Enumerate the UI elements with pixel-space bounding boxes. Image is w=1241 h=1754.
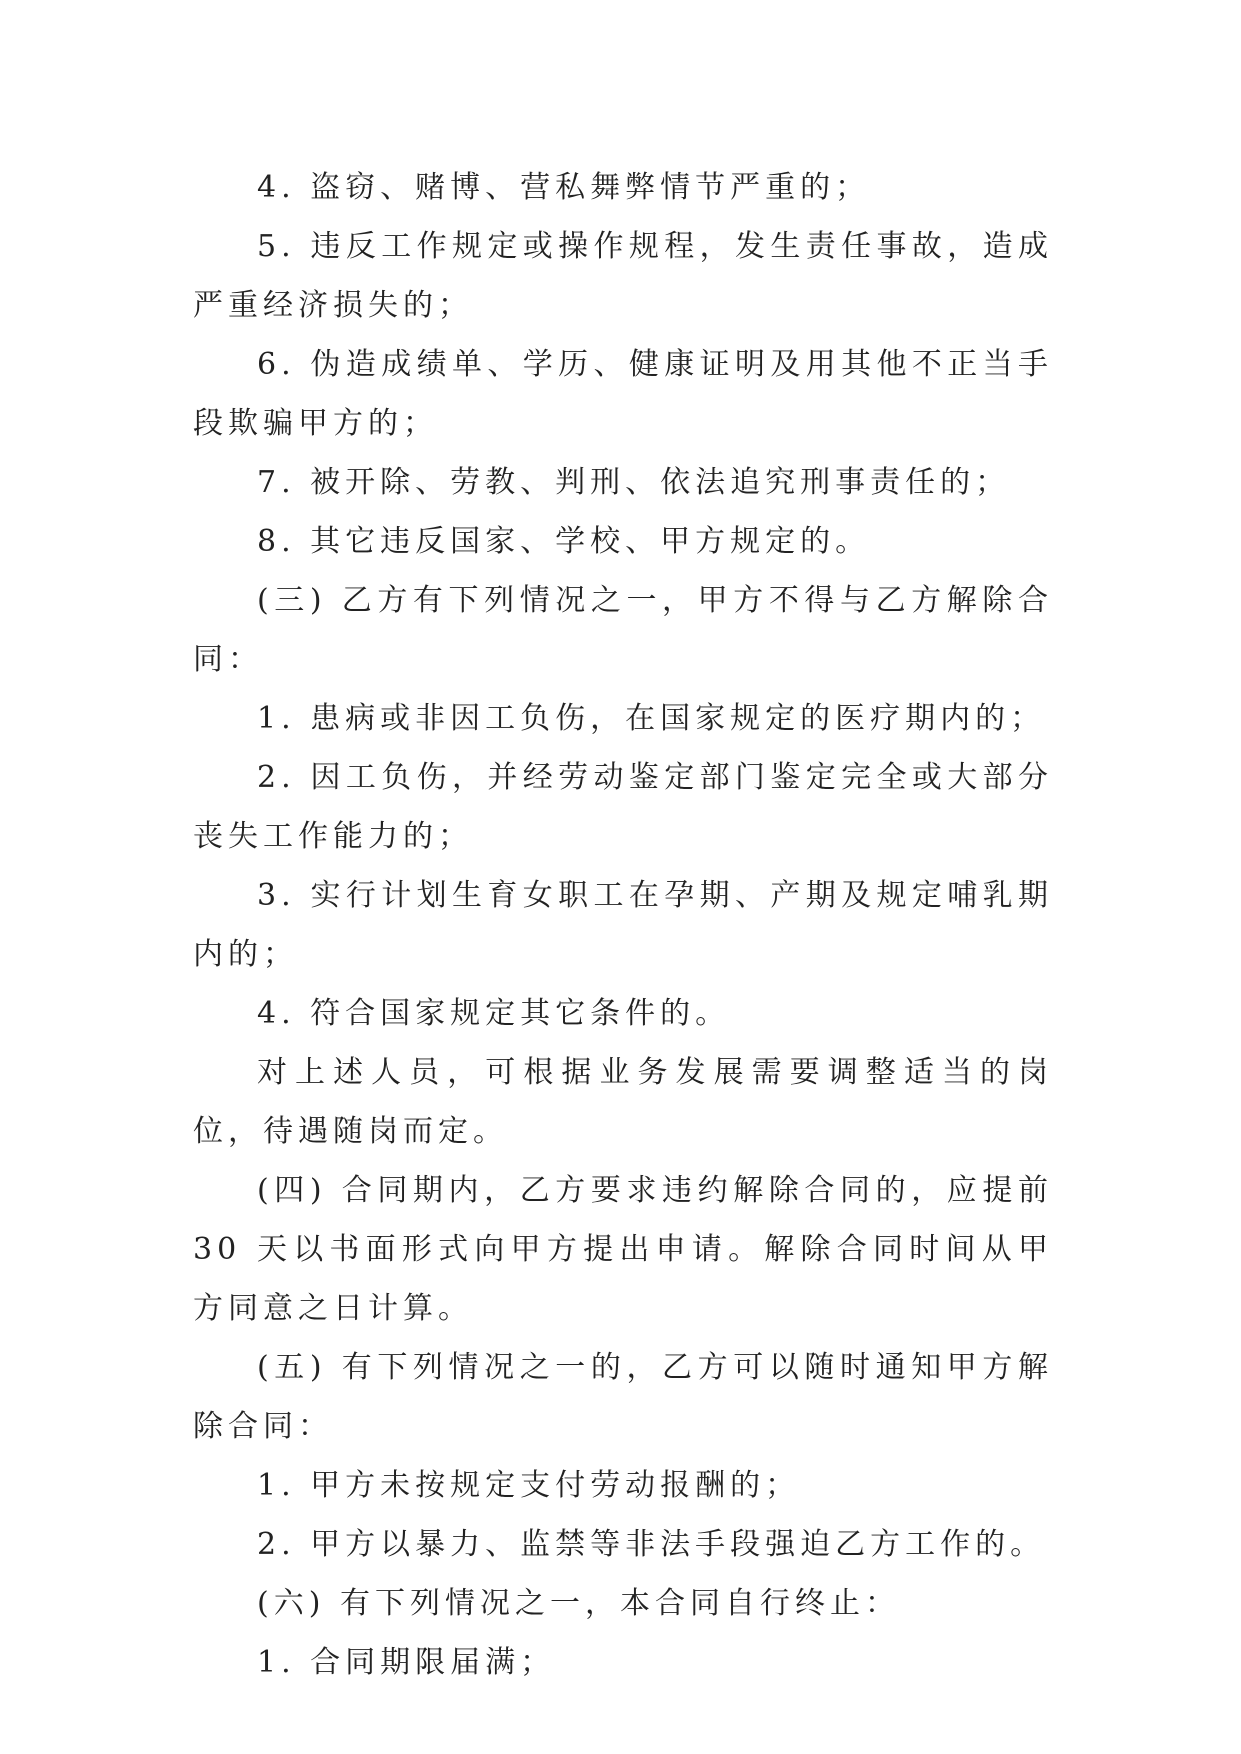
section-5-item-2-coercion: 2. 甲方以暴力、监禁等非法手段强迫乙方工作的。	[257, 1527, 1046, 1562]
section-3-item-2-work-injury: 2. 因工负伤，并经劳动鉴定部门鉴定完全或大部分丧失工作能力的；	[193, 760, 1053, 854]
section-6-heading: (六) 有下列情况之一，本合同自行终止：	[257, 1586, 900, 1621]
section-3-note: 对上述人员，可根据业务发展需要调整适当的岗位，待遇随岗而定。	[193, 1055, 1053, 1149]
section-3-item-3-maternity: 3. 实行计划生育女职工在孕期、产期及规定哺乳期内的；	[193, 878, 1053, 972]
clause-item-8-other-violations: 8. 其它违反国家、学校、甲方规定的。	[257, 524, 871, 559]
section-3-item-1-illness: 1. 患病或非因工负伤，在国家规定的医疗期内的；	[257, 701, 1046, 736]
section-3-item-4-other-conditions: 4. 符合国家规定其它条件的。	[257, 996, 731, 1031]
clause-item-5-violation-accident: 5. 违反工作规定或操作规程，发生责任事故，造成严重经济损失的；	[193, 229, 1053, 323]
clause-item-6-forgery: 6. 伪造成绩单、学历、健康证明及用其他不正当手段欺骗甲方的；	[193, 347, 1053, 441]
section-6-item-1-expiry: 1. 合同期限届满；	[257, 1645, 556, 1680]
section-5-item-1-unpaid: 1. 甲方未按规定支付劳动报酬的；	[257, 1468, 801, 1503]
section-5-heading: (五) 有下列情况之一的，乙方可以随时通知甲方解除合同：	[193, 1350, 1053, 1444]
section-3-heading: (三) 乙方有下列情况之一，甲方不得与乙方解除合同：	[193, 583, 1053, 677]
clause-item-7-dismissal-criminal: 7. 被开除、劳教、判刑、依法追究刑事责任的；	[257, 465, 1011, 500]
document-body	[193, 158, 1053, 1692]
clause-item-4-theft-gambling: 4. 盗窃、赌博、营私舞弊情节严重的；	[257, 170, 871, 205]
section-4-paragraph: (四) 合同期内，乙方要求违约解除合同的，应提前 30 天以书面形式向甲方提出申请。解除合同时间从甲方同意之日计算。	[193, 1173, 1053, 1326]
